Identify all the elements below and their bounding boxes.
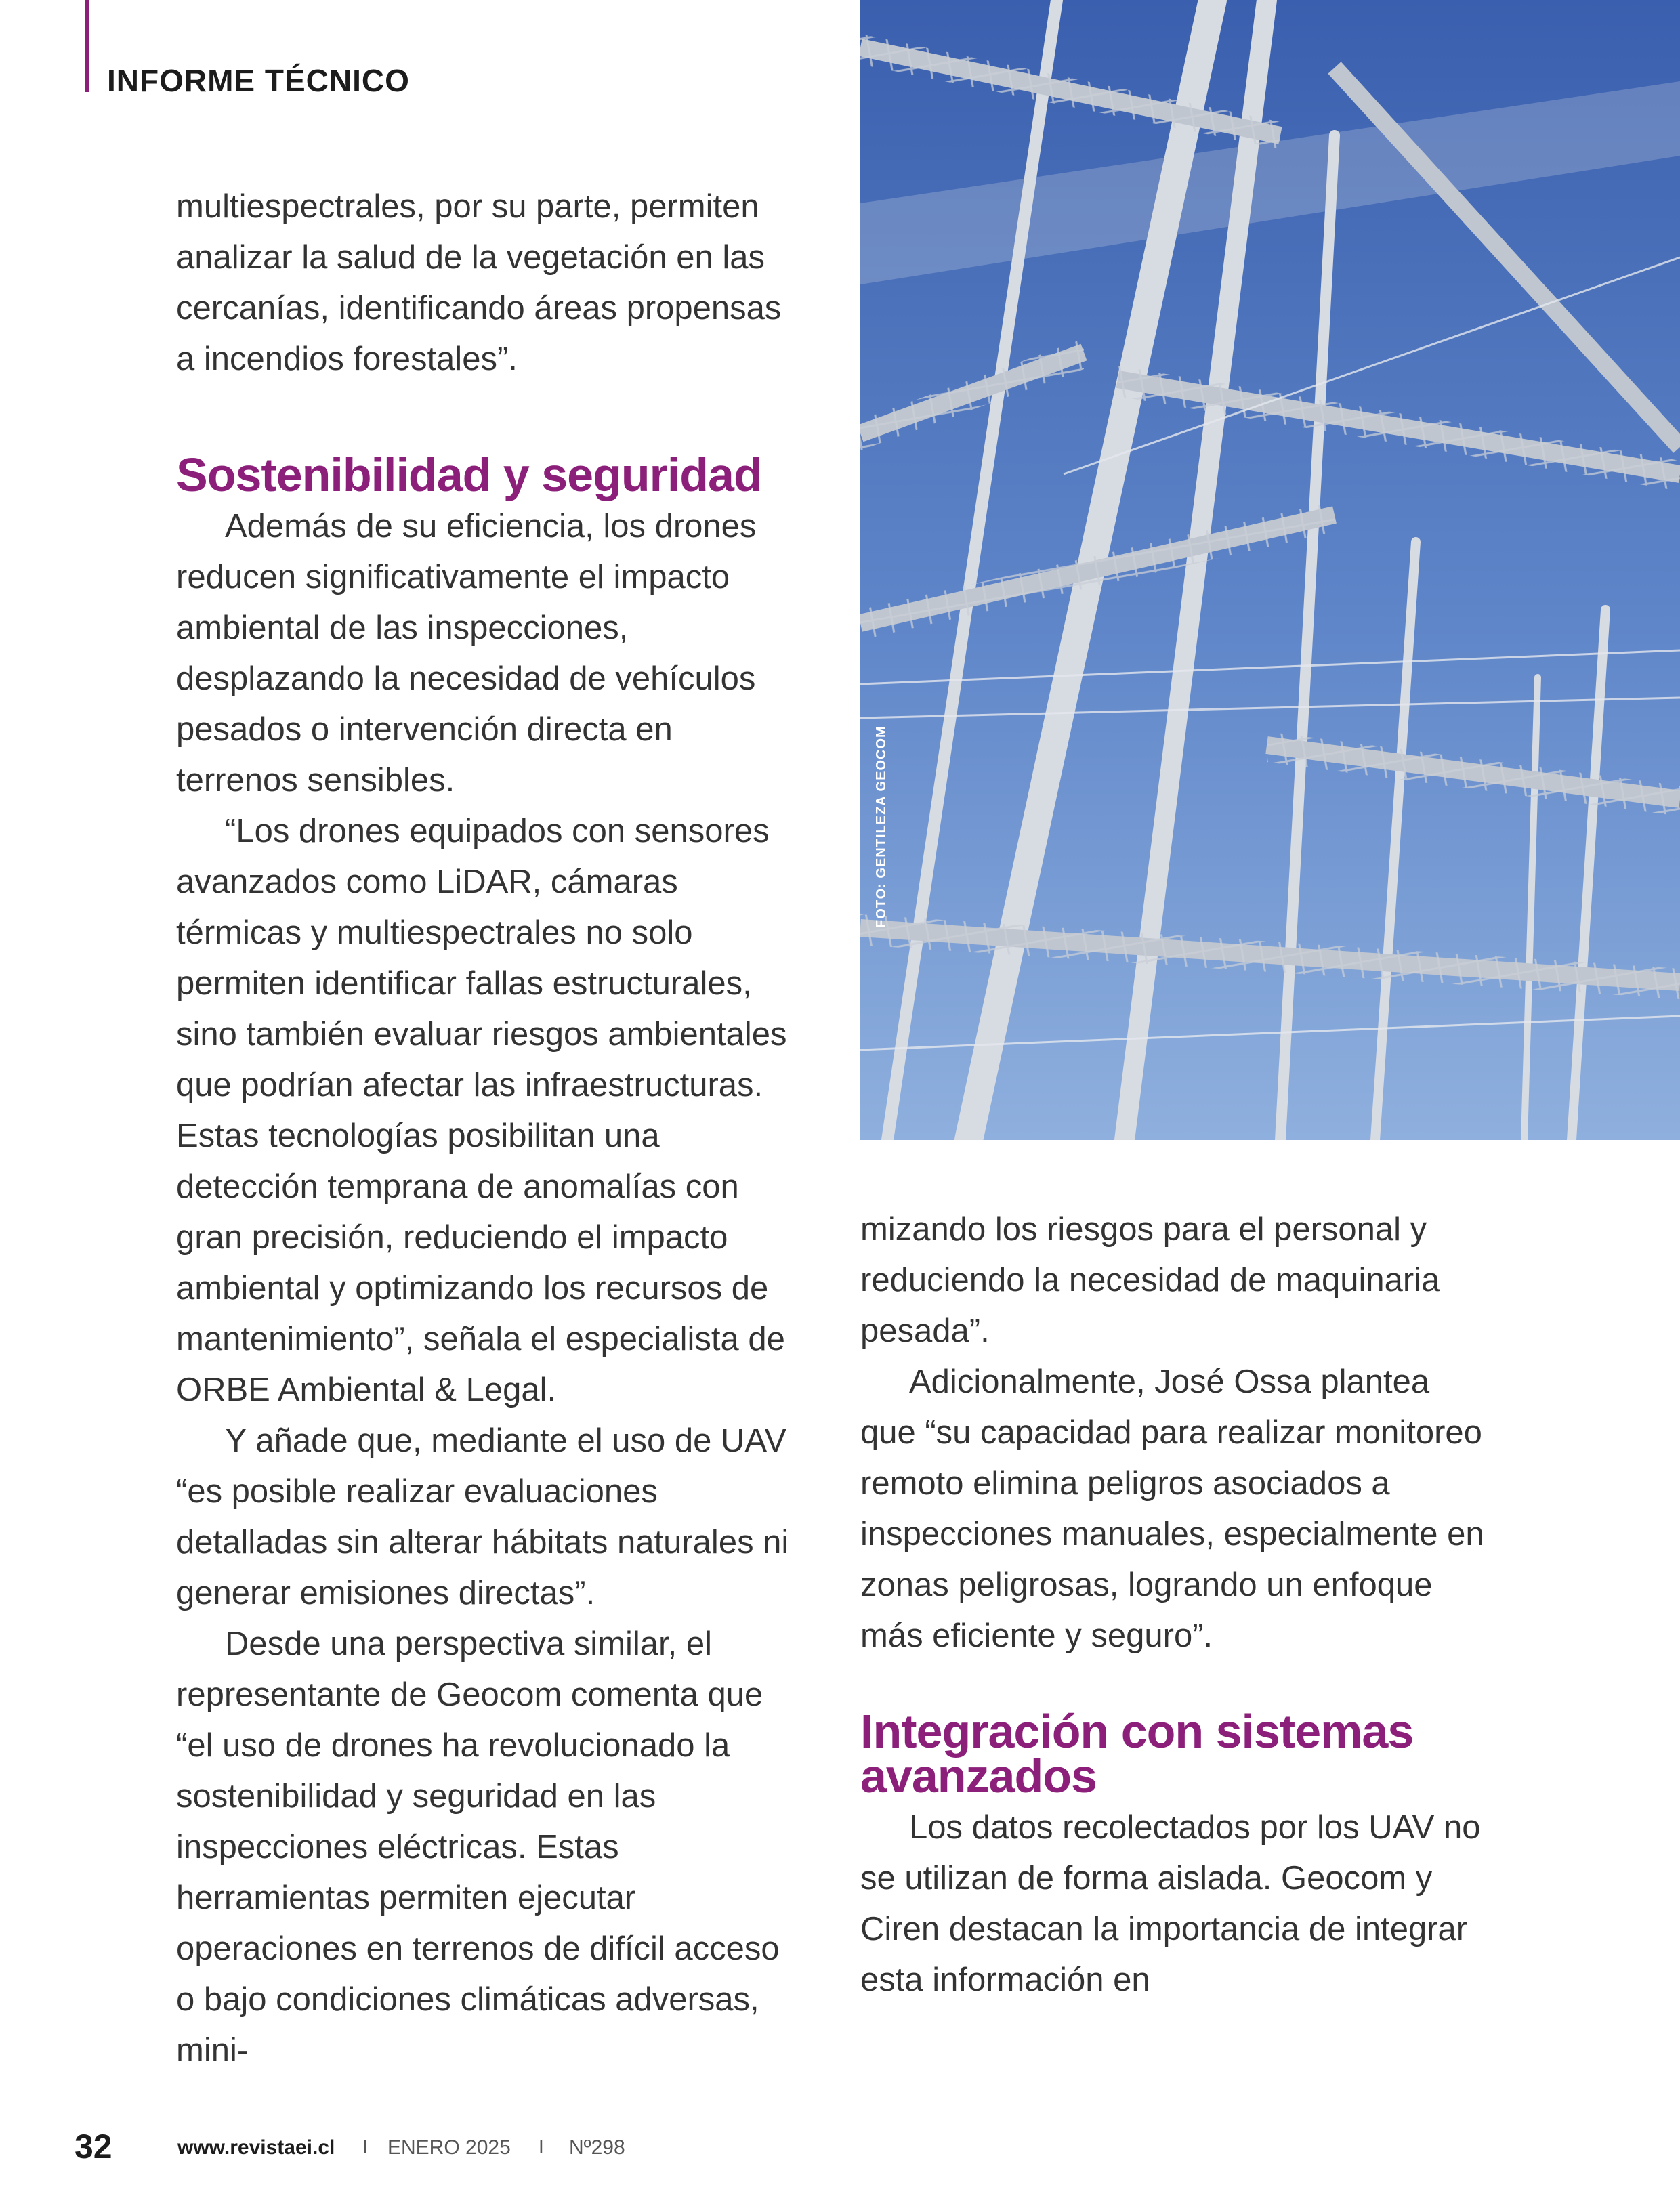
footer-separator: I [539,2136,544,2157]
paragraph: mizando los riesgos para el personal y reduciendo la necesidad de maquinaria pesada”. [860,1211,1440,1349]
paragraph: “Los drones equipados con sensores avanzados como LiDAR, cámaras térmicas y multiespectrales no solo permiten identificar fallas estructurales, sino también evaluar riesgos ambientales que podrían afectar las infraestructuras. Estas tecnologías posibilitan una detección temprana de anomalías con gran precisión, reduciendo el impacto ambiental y optimizando los recursos de mantenimiento”, señala el especialista de ORBE Ambiental & Legal. [176,813,787,1408]
paragraph: Los datos recolectados por los UAV no se utilizan de forma aislada. Geocom y Ciren destacan la importancia de integrar esta información en [860,1809,1481,1998]
issue-date: ENERO 2025 [387,2136,511,2159]
paragraph: Además de su eficiencia, los drones reducen significativamente el impacto ambiental de las inspecciones, desplazando la necesidad de vehículos pesados o intervención directa en terrenos sensibles. [176,508,757,799]
substation-photo [860,0,1680,1140]
subheading-sostenibilidad: Sostenibilidad y seguridad [176,448,762,501]
paragraph: Adicionalmente, José Ossa plantea que “su capacidad para realizar monitoreo remoto elimina peligros asociados a inspecciones manuales, especialmente en zonas peligrosas, logrando un enfoque más eficiente y seguro”. [860,1363,1484,1654]
paragraph: Y añade que, mediante el uso de UAV “es posible realizar evaluaciones detalladas sin alterar hábitats naturales ni generar emisiones directas”. [176,1422,789,1611]
paragraph: Desde una perspectiva similar, el representante de Geocom comenta que “el uso de drones ha revolucionado la sostenibilidad y seguridad en las inspecciones eléctricas. Estas herramientas permiten ejecutar operaciones en terrenos de difícil acceso o bajo condiciones climáticas adversas, mini- [176,1626,780,2069]
steel-lattice-structure-image [860,0,1680,1140]
section-accent-bar [85,0,89,92]
paragraph: multiespectrales, por su parte, permiten analizar la salud de la vegetación en las cercanías, identificando áreas propensas a incendios forestales”. [176,188,782,377]
footer-separator: I [362,2136,368,2157]
article-column-left [176,182,799,2076]
page-number: 32 [75,2128,112,2165]
subheading-integracion: Integración con sistemas avanzados [860,1705,1414,1802]
issue-number: Nº298 [569,2136,625,2159]
article-column-right [860,1204,1490,2006]
website-link[interactable]: www.revistaei.cl [177,2136,335,2159]
page-footer [0,2127,1680,2167]
photo-credit: FOTO: GENTILEZA GEOCOM [874,725,889,928]
section-label: INFORME TÉCNICO [107,63,410,98]
